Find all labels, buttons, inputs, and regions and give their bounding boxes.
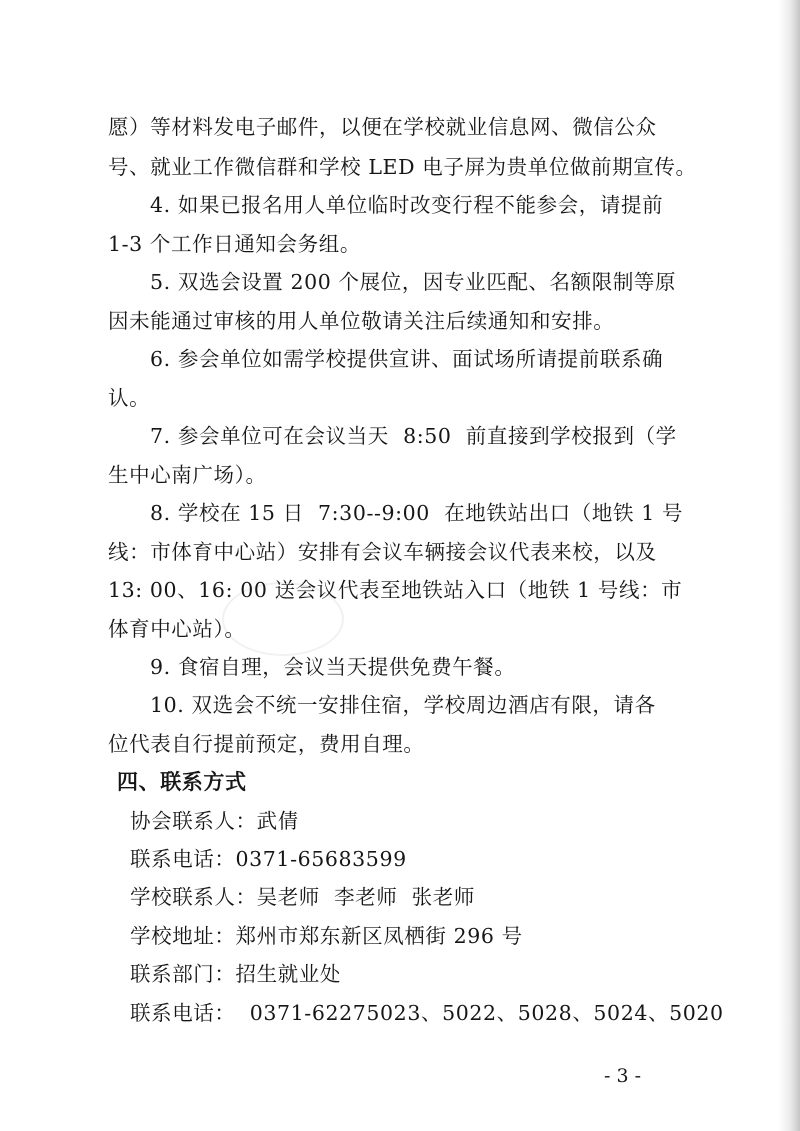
contact-line: 联系电话：0371-65683599 — [130, 847, 407, 871]
body-line: 7. 参会单位可在会议当天 8:50 前直接到学校报到（学 — [150, 424, 677, 448]
body-line: 6. 参会单位如需学校提供宣讲、面试场所请提前联系确 — [150, 347, 664, 371]
body-line: 10. 双选会不统一安排住宿，学校周边酒店有限，请各 — [150, 693, 656, 717]
contact-line: 联系部门：招生就业处 — [130, 962, 341, 986]
body-line: 认。 — [108, 386, 151, 410]
page-number: - 3 - — [604, 1065, 642, 1087]
body-line: 生中心南广场）。 — [108, 463, 267, 487]
contact-line: 学校地址：郑州市郑东新区凤栖街 296 号 — [130, 924, 523, 948]
body-line: 体育中心站）。 — [108, 617, 246, 641]
contact-line: 学校联系人：吴老师 李老师 张老师 — [130, 885, 475, 909]
body-line: 1-3 个工作日通知会务组。 — [108, 232, 361, 256]
section-heading: 四、联系方式 — [117, 770, 247, 794]
body-line: 8. 学校在 15 日 7:30--9:00 在地铁站出口（地铁 1 号 — [150, 501, 684, 525]
body-line: 4. 如果已报名用人单位临时改变行程不能参会，请提前 — [150, 193, 664, 217]
body-line: 因未能通过审核的用人单位敬请关注后续通知和安排。 — [108, 309, 615, 333]
scan-shadow-edge — [778, 0, 800, 1131]
contact-line: 联系电话： 0371-62275023、5022、5028、5024、5020 — [130, 1001, 724, 1025]
body-line: 线：市体育中心站）安排有会议车辆接会议代表来校，以及 — [108, 540, 657, 564]
body-line: 愿）等材料发电子邮件，以便在学校就业信息网、微信公众 — [108, 115, 657, 139]
body-line: 号、就业工作微信群和学校 LED 电子屏为贵单位做前期宣传。 — [108, 155, 697, 179]
contact-line: 协会联系人：武倩 — [130, 809, 299, 833]
body-line: 位代表自行提前预定，费用自理。 — [108, 732, 425, 756]
body-line: 5. 双选会设置 200 个展位，因专业匹配、名额限制等原 — [150, 270, 677, 294]
body-line: 9. 食宿自理，会议当天提供免费午餐。 — [150, 655, 516, 679]
body-line: 13: 00、16: 00 送会议代表至地铁站入口（地铁 1 号线：市 — [108, 578, 683, 602]
